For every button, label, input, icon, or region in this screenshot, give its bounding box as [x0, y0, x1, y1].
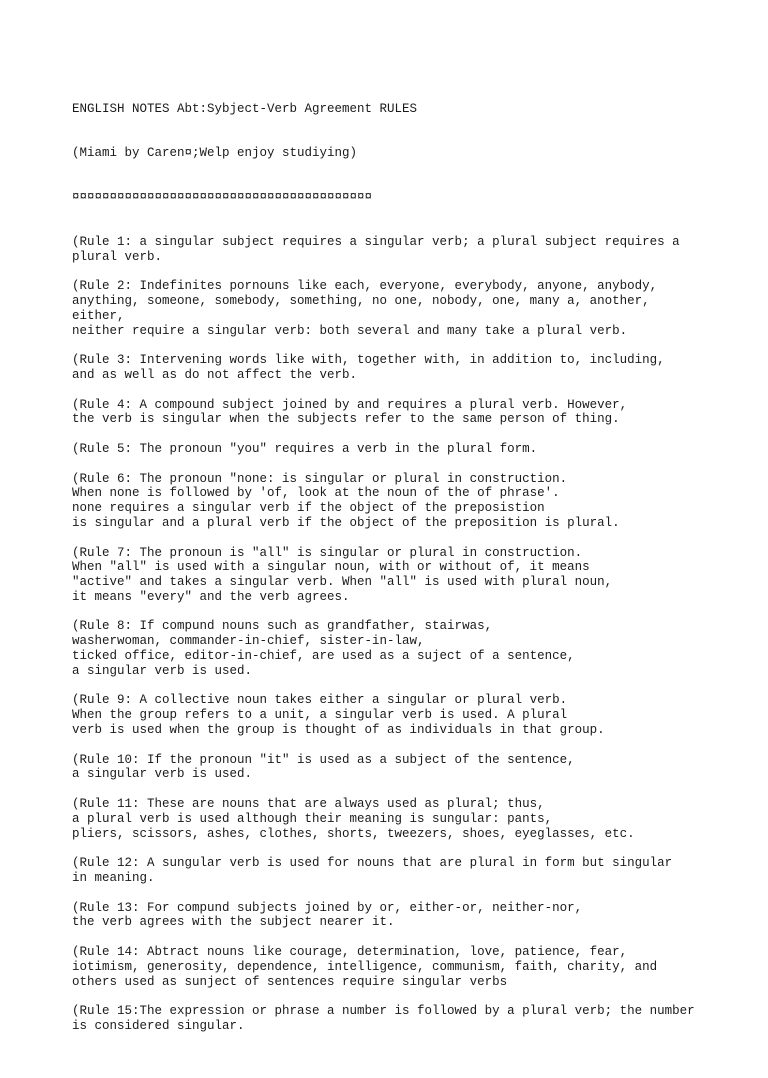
rule-text-line: When the group refers to a unit, a singular verb is used. A plural [72, 708, 568, 723]
rule-text-line: is singular and a plural verb if the object of the preposition is plural. [72, 515, 620, 530]
rule-text-line: either, [72, 308, 125, 323]
rule-paragraph [72, 753, 732, 783]
rule-text-line: is considered singular. [72, 1019, 245, 1033]
rule-text-line: (Rule 15:The expression or phrase a number is followed by a plural verb; the number [72, 1004, 695, 1019]
rule-text-line: (Rule 6: The pronoun "none: is singular or plural in construction. [72, 471, 568, 486]
rule-text-line: "active" and takes a singular verb. When "all" is used with plural noun, [72, 575, 613, 590]
rule-paragraph [72, 856, 732, 886]
rule-text-line: pliers, scissors, ashes, clothes, shorts, tweezers, shoes, eyeglasses, etc. [72, 826, 635, 841]
rule-text-line: (Rule 14: Abtract nouns like courage, determination, love, patience, fear, [72, 945, 628, 960]
rule-paragraph [72, 235, 732, 265]
rule-text-line: neither require a singular verb: both several and many take a plural verb. [72, 323, 628, 338]
rule-paragraph [72, 398, 732, 428]
rule-text-line: (Rule 10: If the pronoun "it" is used as a subject of the sentence, [72, 752, 575, 767]
rule-paragraph [72, 901, 732, 931]
rule-text-line: ticked office, editor-in-chief, are used as a suject of a sentence, [72, 649, 575, 664]
rule-text-line: others used as sunject of sentences require singular verbs [72, 974, 508, 989]
rule-text-line: none requires a singular verb if the object of the preposistion [72, 501, 545, 516]
rule-text-line: (Rule 3: Intervening words like with, together with, in addition to, including, [72, 353, 665, 368]
rule-text-line: verb is used when the group is thought of as individuals in that group. [72, 723, 605, 738]
rule-paragraph [72, 797, 732, 841]
rule-paragraph [72, 353, 732, 383]
rule-text-line: a plural verb is used although their meaning is sungular: pants, [72, 811, 553, 826]
rule-text-line: When "all" is used with a singular noun, with or without of, it means [72, 560, 590, 575]
document-title: ENGLISH NOTES Abt:Sybject-Verb Agreement RULES [72, 101, 418, 116]
rule-paragraph [72, 619, 732, 678]
rule-text-line: anything, someone, somebody, something, no one, nobody, one, many a, another, [72, 293, 650, 308]
document-subtitle: (Miami by Caren¤;Welp enjoy studiying) [72, 145, 358, 160]
rule-text-line: plural verb. [72, 249, 163, 264]
rule-paragraph [72, 1004, 732, 1034]
rule-text-line: (Rule 9: A collective noun takes either a singular or plural verb. [72, 693, 568, 708]
rule-text-line: (Rule 5: The pronoun "you" requires a verb in the plural form. [72, 441, 538, 456]
rule-text-line: (Rule 4: A compound subject joined by and requires a plural verb. However, [72, 397, 628, 412]
rule-paragraph [72, 472, 732, 531]
rule-text-line: the verb is singular when the subjects refer to the same person of thing. [72, 412, 620, 427]
rule-text-line: in meaning. [72, 871, 155, 886]
rule-text-line: When none is followed by 'of, look at the noun of the of phrase'. [72, 486, 560, 501]
rule-text-line: the verb agrees with the subject nearer it. [72, 915, 395, 930]
rule-text-line: a singular verb is used. [72, 663, 253, 678]
rule-text-line: (Rule 13: For compund subjects joined by or, either-or, neither-nor, [72, 900, 583, 915]
rule-text-line: (Rule 11: These are nouns that are always used as plural; thus, [72, 797, 545, 812]
rule-text-line: it means "every" and the verb agrees. [72, 589, 350, 604]
rule-text-line: (Rule 1: a singular subject requires a singular verb; a plural subject requires a [72, 234, 680, 249]
rule-text-line: a singular verb is used. [72, 767, 253, 782]
rule-paragraph [72, 279, 732, 338]
rule-paragraph [72, 546, 732, 605]
rule-paragraph [72, 945, 732, 989]
rule-text-line: iotimism, generosity, dependence, intelligence, communism, faith, charity, and [72, 959, 658, 974]
rule-text-line: (Rule 12: A sungular verb is used for nouns that are plural in form but singular [72, 856, 673, 871]
rule-text-line: (Rule 7: The pronoun is "all" is singular or plural in construction. [72, 545, 583, 560]
rule-paragraph [72, 693, 732, 737]
separator-line: ¤¤¤¤¤¤¤¤¤¤¤¤¤¤¤¤¤¤¤¤¤¤¤¤¤¤¤¤¤¤¤¤¤¤¤¤¤¤¤¤ [72, 190, 373, 205]
rule-text-line: and as well as do not affect the verb. [72, 367, 358, 382]
rules-list [72, 235, 732, 1034]
rule-text-line: washerwoman, commander-in-chief, sister-in-law, [72, 634, 425, 649]
rule-text-line: (Rule 2: Indefinites pornouns like each, everyone, everybody, anyone, anybody, [72, 279, 658, 294]
document-body [72, 72, 732, 1078]
rule-text-line: (Rule 8: If compund nouns such as grandfather, stairwas, [72, 619, 493, 634]
rule-paragraph [72, 442, 732, 457]
